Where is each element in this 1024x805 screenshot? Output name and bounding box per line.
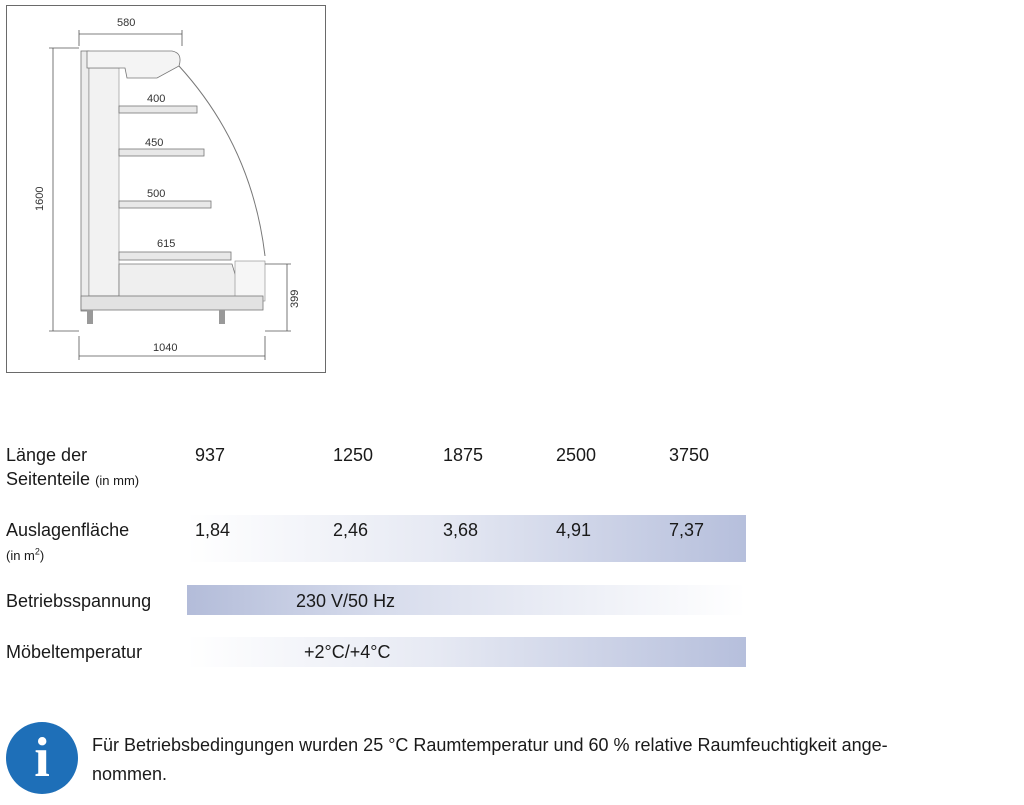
- info-icon: [6, 722, 78, 794]
- row-label-auslagenflaeche: [6, 518, 129, 570]
- value-betriebsspannung: 230 V/50 Hz: [296, 591, 396, 611]
- label-laenge-der: Länge der: [6, 445, 88, 465]
- dim-height: 1600: [34, 186, 46, 211]
- dim-total-depth: 1040: [153, 342, 178, 354]
- value-flaeche-4: 4,91: [556, 520, 592, 540]
- dim-base-height: 399: [289, 289, 301, 308]
- row-label-seitenteile: [6, 443, 139, 493]
- info-note: [92, 731, 1018, 789]
- dim-shelf-2: 450: [145, 137, 164, 149]
- value-flaeche-1: 1,84: [195, 520, 231, 540]
- value-laenge-5: 3750: [669, 445, 710, 465]
- value-laenge-3: 1875: [443, 445, 484, 465]
- cabinet-side-view: [7, 6, 325, 372]
- value-flaeche-3: 3,68: [443, 520, 479, 540]
- label-auslagenflaeche: Auslagenfläche: [6, 520, 130, 540]
- value-moebeltemperatur: +2°C/+4°C: [304, 642, 391, 662]
- value-flaeche-2: 2,46: [333, 520, 369, 540]
- technical-drawing: [6, 5, 326, 373]
- row-band-betriebsspannung: [187, 585, 746, 615]
- label-unit-m2-sup: 2: [34, 547, 40, 557]
- label-betriebsspannung: Betriebsspannung: [6, 591, 152, 611]
- info-icon-glyph: i: [34, 727, 50, 789]
- dim-top-width: 580: [117, 17, 136, 29]
- value-flaeche-5: 7,37: [669, 520, 705, 540]
- info-note-line-1: Für Betriebsbedingungen wurden 25 °C Raumtemperatur und 60 % relative Raumfeuchtigkeit ange-: [92, 735, 888, 755]
- row-band-moebeltemperatur: [187, 637, 746, 667]
- value-laenge-2: 1250: [333, 445, 374, 465]
- dim-shelf-4: 615: [157, 238, 176, 250]
- info-note-line-2: nommen.: [92, 764, 168, 784]
- dim-shelf-1: 400: [147, 93, 166, 105]
- label-unit-m2-suffix: ): [39, 548, 45, 564]
- label-unit-m2-prefix: (in m: [6, 548, 35, 564]
- value-laenge-4: 2500: [556, 445, 597, 465]
- label-moebeltemperatur: Möbeltemperatur: [6, 642, 143, 662]
- label-seitenteile: Seitenteile: [6, 469, 91, 489]
- label-unit-mm: (in mm): [95, 473, 140, 488]
- value-laenge-1: 937: [195, 445, 226, 465]
- dim-shelf-3: 500: [147, 188, 166, 200]
